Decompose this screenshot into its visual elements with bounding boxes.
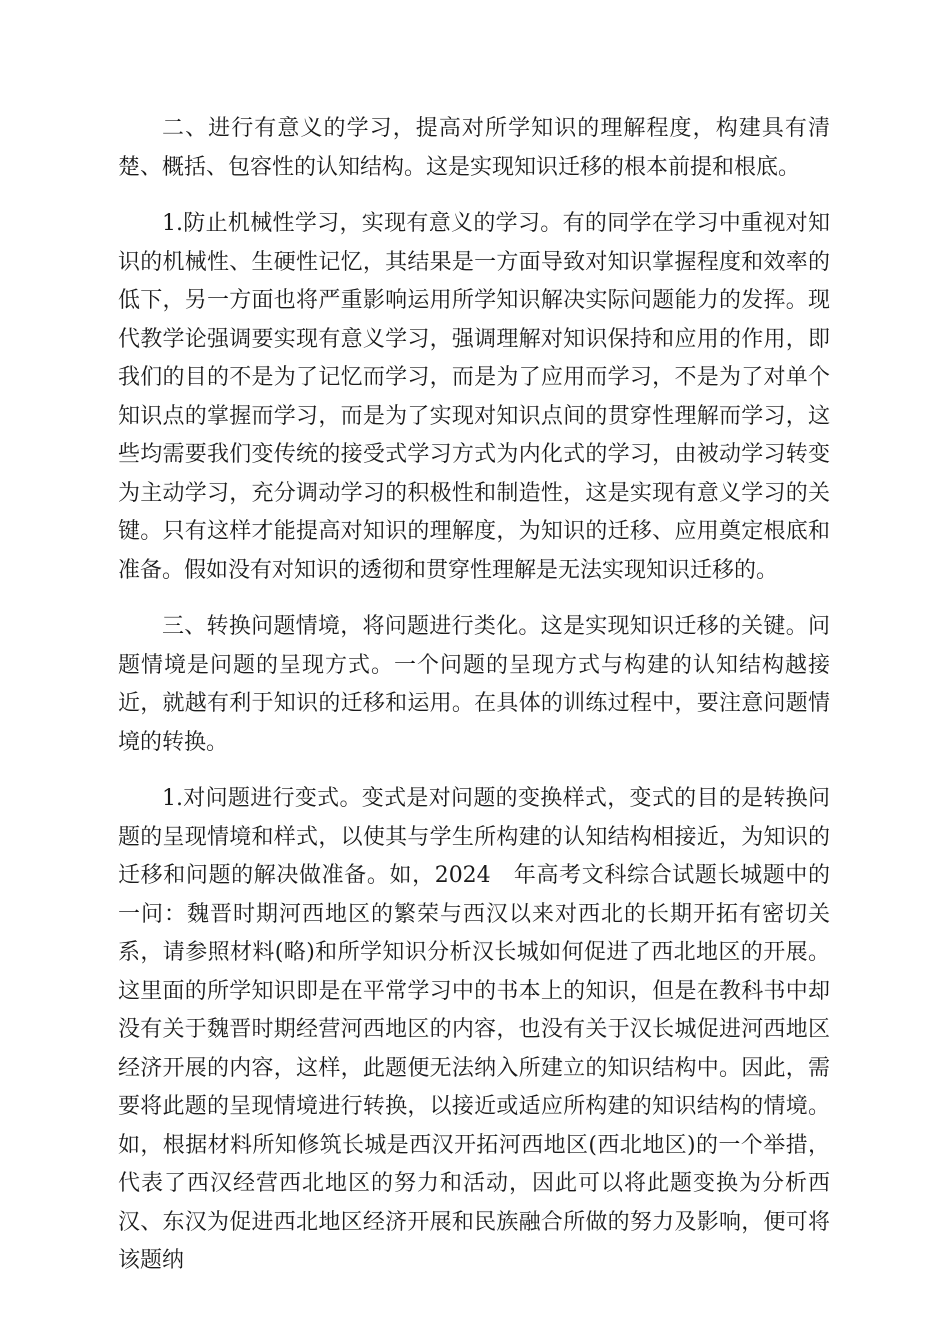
paragraph-section-three: 三、转换问题情境，将问题进行类化。这是实现知识迁移的关键。问题情境是问题的呈现方式。一个问题的呈现方式与构建的认知结构越接近，就越有利于知识的迁移和运用。在具体的训练过程中，要注意问题情境的转换。	[118, 614, 830, 755]
document-body	[118, 110, 830, 1299]
paragraph-meaningful-learning: 1.防止机械性学习，实现有意义的学习。有的同学在学习中重视对知识的机械性、生硬性记忆，其结果是一方面导致对知识掌握程度和效率的低下，另一方面也将严重影响运用所学知识解决实际问题能力的发挥。现代教学论强调要实现有意义学习，强调理解对知识保持和应用的作用，即我们的目的不是为了记忆而学习，而是为了应用而学习，不是为了对单个知识点的掌握而学习，而是为了实现对知识点间的贯穿性理解而学习，这些均需要我们变传统的接受式学习方式为内化式的学习，由被动学习转变为主动学习，充分调动学习的积极性和制造性，这是实现有意义学习的关键。只有这样才能提高对知识的理解度，为知识的迁移、应用奠定根底和准备。假如没有对知识的透彻和贯穿性理解是无法实现知识迁移的。	[118, 211, 830, 583]
paragraph-problem-variation: 1.对问题进行变式。变式是对问题的变换样式，变式的目的是转换问题的呈现情境和样式，以使其与学生所构建的认知结构相接近，为知识的迁移和问题的解决做准备。如，2024 年高考文科综合试题长城题中的一问：魏晋时期河西地区的繁荣与西汉以来对西北的长期开拓有密切关系，请参照材料(略)和所学知识分析汉长城如何促进了西北地区的开展。这里面的所学知识即是在平常学习中的书本上的知识，但是在教科书中却没有关于魏晋时期经营河西地区的内容，也没有关于汉长城促进河西地区经济开展的内容，这样，此题便无法纳入所建立的知识结构中。因此，需要将此题的呈现情境进行转换，以接近或适应所构建的知识结构的情境。如，根据材料所知修筑长城是西汉开拓河西地区(西北地区)的一个举措，代表了西汉经营西北地区的努力和活动，因此可以将此题变换为分析西汉、东汉为促进西北地区经济开展和民族融合所做的努力及影响，便可将该题纳	[118, 786, 830, 1273]
paragraph-section-two: 二、进行有意义的学习，提高对所学知识的理解程度，构建具有清楚、概括、包容性的认知结构。这是实现知识迁移的根本前提和根底。	[118, 116, 830, 180]
